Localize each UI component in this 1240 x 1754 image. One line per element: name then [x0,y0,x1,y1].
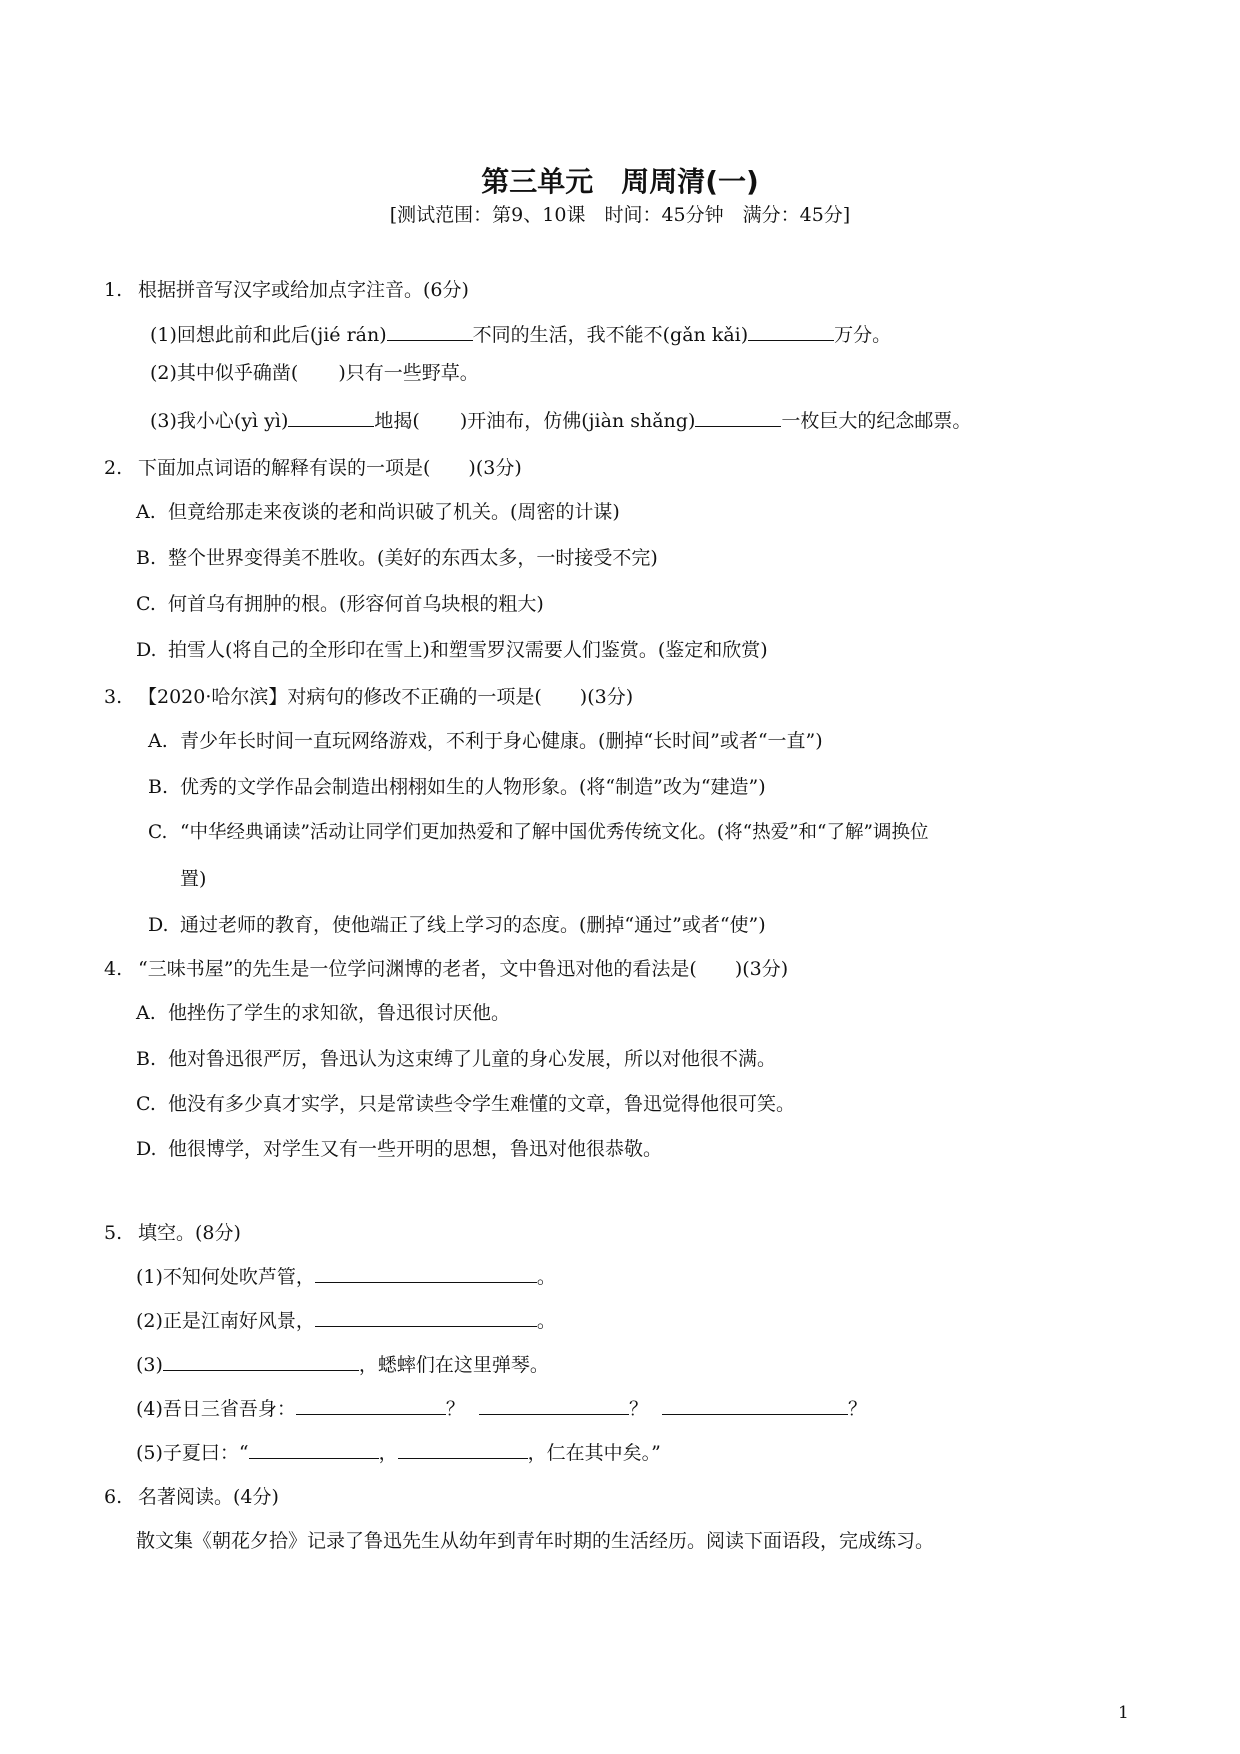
option-text: 他很博学，对学生又有一些开明的思想，鲁迅对他很恭敬。 [168,1138,663,1160]
q4-text: “三味书屋”的先生是一位学问渊博的老者，文中鲁迅对他的看法是( )(3分) [138,958,789,980]
option-label: A. [136,501,156,523]
q4-number: 4. [104,958,123,980]
q1-sub1-text-b: 不同的生活，我不能不(gǎn kǎi) [472,324,749,346]
answer-blank[interactable] [296,1396,446,1415]
q2-option-b[interactable] [136,543,658,570]
answer-blank[interactable] [315,1308,537,1327]
option-text: “中华经典诵读”活动让同学们更加热爱和了解中国优秀传统文化。(将“热爱”和“了解”调换位 [180,822,929,843]
q1-sub1 [150,320,891,347]
q5-sub1 [136,1262,556,1289]
option-text: 但竟给那走来夜谈的老和尚识破了机关。(周密的计谋) [168,501,620,523]
q5-sub3-text: (3) [136,1354,163,1376]
q3-option-c[interactable] [148,818,928,844]
q5-sub3-end: ，蟋蟀们在这里弹琴。 [358,1354,549,1376]
q6-text: 名著阅读。(4分) [138,1486,279,1508]
q3-stem [104,682,633,709]
option-text: 青少年长时间一直玩网络游戏，不利于身心健康。(删掉“长时间”或者“一直”) [180,730,823,752]
option-text: 他没有多少真才实学，只是常读些令学生难懂的文章，鲁迅觉得他很可笑。 [168,1093,796,1115]
q1-number: 1. [104,279,123,301]
q5-sub5-comma: ， [378,1442,398,1464]
q5-sub3 [136,1350,549,1377]
q5-sub5 [136,1438,661,1465]
page-title: 第三单元 周周清(一) [481,165,759,198]
q5-sub4-mark: ？ [445,1398,465,1420]
q3-option-b[interactable] [148,772,766,799]
option-label: B. [148,776,169,798]
q3-option-a[interactable] [148,726,823,753]
option-label: A. [148,730,168,752]
option-text: 整个世界变得美不胜收。(美好的东西太多，一时接受不完) [168,547,658,569]
q1-sub2-text-a: (2)其中似乎确凿( [150,362,299,384]
q2-text: 下面加点词语的解释有误的一项是( )(3分) [138,457,522,479]
q6-number: 6. [104,1486,123,1508]
option-text: 他对鲁迅很严厉，鲁迅认为这束缚了儿童的身心发展，所以对他很不满。 [168,1048,777,1070]
q4-option-c[interactable] [136,1089,795,1116]
q2-option-c[interactable] [136,589,544,616]
option-text: 置) [180,868,207,890]
answer-blank[interactable] [748,322,834,341]
q5-text: 填空。(8分) [138,1222,241,1244]
q2-stem [104,453,522,480]
q4-option-b[interactable] [136,1044,776,1071]
test-scope: [测试范围：第9、10课 时间：45分钟 满分：45分] [389,204,851,226]
q4-option-a[interactable] [136,998,510,1025]
q3-option-c-continued [148,864,206,891]
q3-number: 3. [104,686,123,708]
option-label: D. [136,639,157,661]
q1-sub3-text-b: 地揭( [374,410,420,432]
option-label: C. [148,822,168,843]
q4-stem [104,954,788,981]
option-text: 优秀的文学作品会制造出栩栩如生的人物形象。(将“制造”改为“建造”) [180,776,766,798]
answer-blank[interactable] [288,408,374,427]
option-label: A. [136,1002,156,1024]
q3-text: 【2020·哈尔滨】对病句的修改不正确的一项是( )(3分) [138,686,634,708]
q5-sub1-text: (1)不知何处吹芦管， [136,1266,315,1288]
q4-option-d[interactable] [136,1134,662,1161]
q5-sub2-end: 。 [536,1310,556,1332]
answer-blank[interactable] [315,1264,537,1283]
q5-stem [104,1218,241,1245]
answer-blank[interactable] [479,1396,629,1415]
q1-sub1-text-c: 万分。 [834,324,892,346]
q5-sub2 [136,1306,556,1333]
q1-stem [104,275,469,302]
q1-sub2 [150,358,479,385]
answer-blank[interactable] [387,322,473,341]
answer-blank[interactable] [695,408,781,427]
option-text: 何首乌有拥肿的根。(形容何首乌块根的粗大) [168,593,544,615]
q5-sub1-end: 。 [536,1266,556,1288]
answer-blank[interactable] [249,1440,379,1459]
option-label: D. [136,1138,157,1160]
q1-text: 根据拼音写汉字或给加点字注音。(6分) [138,279,469,301]
option-label: B. [136,547,157,569]
q5-number: 5. [104,1222,123,1244]
q5-sub4-mark: ？ [628,1398,648,1420]
q3-option-d[interactable] [148,910,766,937]
answer-blank[interactable] [398,1440,528,1459]
q5-sub5-end: ，仁在其中矣。” [527,1442,661,1464]
option-label: C. [136,593,156,615]
option-text: 他挫伤了学生的求知欲，鲁迅很讨厌他。 [168,1002,511,1024]
q2-number: 2. [104,457,123,479]
answer-blank[interactable] [163,1352,359,1371]
q2-option-a[interactable] [136,497,620,524]
q5-sub5-text: (5)子夏曰：“ [136,1442,249,1464]
option-label: C. [136,1093,156,1115]
q1-sub3 [150,406,971,433]
option-label: B. [136,1048,157,1070]
option-text: 拍雪人(将自己的全形印在雪上)和塑雪罗汉需要人们鉴赏。(鉴定和欣赏) [168,639,768,661]
q1-sub1-text-a: (1)回想此前和此后(jié rán) [150,324,387,346]
q1-sub3-text-d: 一枚巨大的纪念邮票。 [781,410,972,432]
q2-option-d[interactable] [136,635,768,662]
q6-paragraph: 散文集《朝花夕拾》记录了鲁迅先生从幼年到青年时期的生活经历。阅读下面语段，完成练习。 [136,1530,935,1552]
q1-sub3-text-a: (3)我小心(yì yì) [150,410,289,432]
q5-sub4 [136,1394,867,1421]
answer-blank[interactable] [662,1396,848,1415]
q5-sub2-text: (2)正是江南好风景， [136,1310,315,1332]
q5-sub4-text: (4)吾日三省吾身： [136,1398,296,1420]
option-text: 通过老师的教育，使他端正了线上学习的态度。(删掉“通过”或者“使”) [180,914,766,936]
page-number: 1 [1118,1703,1129,1723]
option-label: D. [148,914,169,936]
q6-stem [104,1482,279,1509]
q1-sub3-text-c: )开油布，仿佛(jiàn shǎng) [459,410,696,432]
q1-sub2-text-b: )只有一些野草。 [338,362,479,384]
q5-sub4-mark: ？ [847,1398,867,1420]
